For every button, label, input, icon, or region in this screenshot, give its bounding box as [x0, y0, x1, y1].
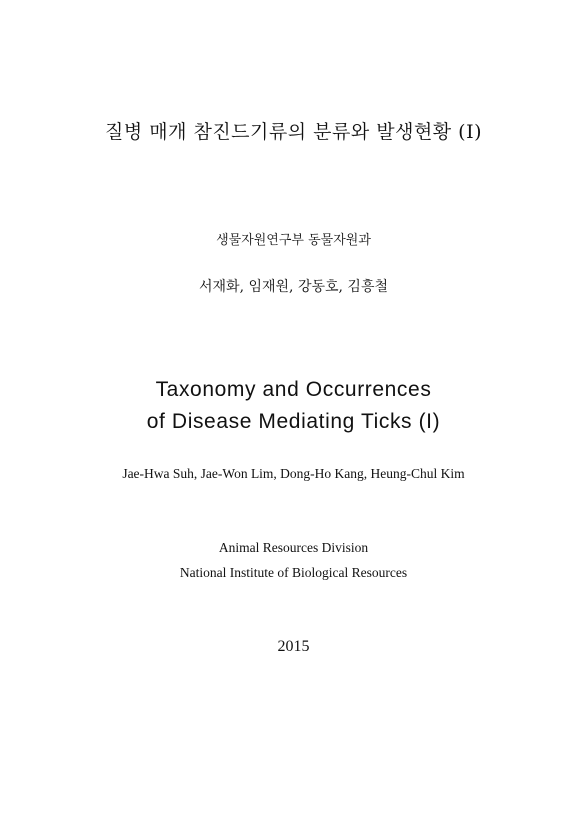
english-authors: Jae-Hwa Suh, Jae-Won Lim, Dong-Ho Kang, Heung-Chul Kim — [122, 466, 465, 481]
korean-authors: 서재화, 임재원, 강동호, 김흥철 — [199, 279, 388, 295]
korean-department: 생물자원연구부 동물자원과 — [216, 233, 371, 248]
publication-year: 2015 — [277, 638, 310, 655]
english-title-line-2: of Disease Mediating Ticks (I) — [146, 410, 441, 433]
institute-name: National Institute of Biological Resources — [179, 565, 408, 580]
korean-title: 질병 매개 참진드기류의 분류와 발생현황 (I) — [104, 121, 483, 143]
english-title-line-1: Taxonomy and Occurrences — [155, 378, 432, 401]
division-name: Animal Resources Division — [218, 540, 369, 555]
